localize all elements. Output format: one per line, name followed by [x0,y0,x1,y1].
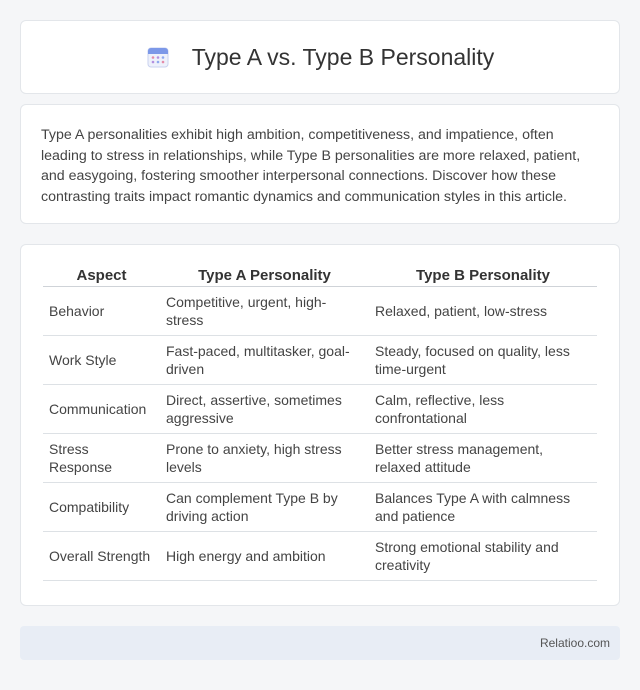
table-row [43,532,597,581]
row-type-b: Relaxed, patient, low-stress [369,287,597,336]
row-aspect: Overall Strength [43,532,160,581]
table-row [43,434,597,483]
row-aspect: Compatibility [43,483,160,532]
comparison-card [20,244,620,606]
table-header-row [43,265,597,287]
intro-card [20,104,620,224]
header-type-a: Type A Personality [160,265,369,287]
row-type-b: Steady, focused on quality, less time-urgent [369,336,597,385]
table-row [43,385,597,434]
row-type-a: Direct, assertive, sometimes aggressive [160,385,369,434]
header-aspect: Aspect [43,265,160,287]
row-type-b: Calm, reflective, less confrontational [369,385,597,434]
footer [20,626,620,660]
footer-source-link[interactable]: Relatioo.com [539,636,610,650]
row-type-a: Fast-paced, multitasker, goal-driven [160,336,369,385]
row-type-b: Better stress management, relaxed attitude [369,434,597,483]
row-aspect: Stress Response [43,434,160,483]
intro-text: Type A personalities exhibit high ambition, competitiveness, and impatience, often leading to stress in relationships, while Type B personalities are more relaxed, patient, and easygoing, fostering smoother interpersonal connections. Discover how these contrasting traits impact romantic dynamics and communication styles in this article. [41,127,581,205]
row-aspect: Communication [43,385,160,434]
table-row [43,336,597,385]
row-aspect: Behavior [43,287,160,336]
header-type-b: Type B Personality [369,265,597,287]
title-card [20,20,620,94]
row-type-b: Strong emotional stability and creativity [369,532,597,581]
row-aspect: Work Style [43,336,160,385]
row-type-a: Prone to anxiety, high stress levels [160,434,369,483]
calendar-icon [146,45,170,69]
row-type-a: Competitive, urgent, high-stress [160,287,369,336]
comparison-table [43,265,597,581]
table-row [43,483,597,532]
row-type-a: Can complement Type B by driving action [160,483,369,532]
page-title: Type A vs. Type B Personality [191,43,495,70]
row-type-b: Balances Type A with calmness and patience [369,483,597,532]
row-type-a: High energy and ambition [160,532,369,581]
table-row [43,287,597,336]
